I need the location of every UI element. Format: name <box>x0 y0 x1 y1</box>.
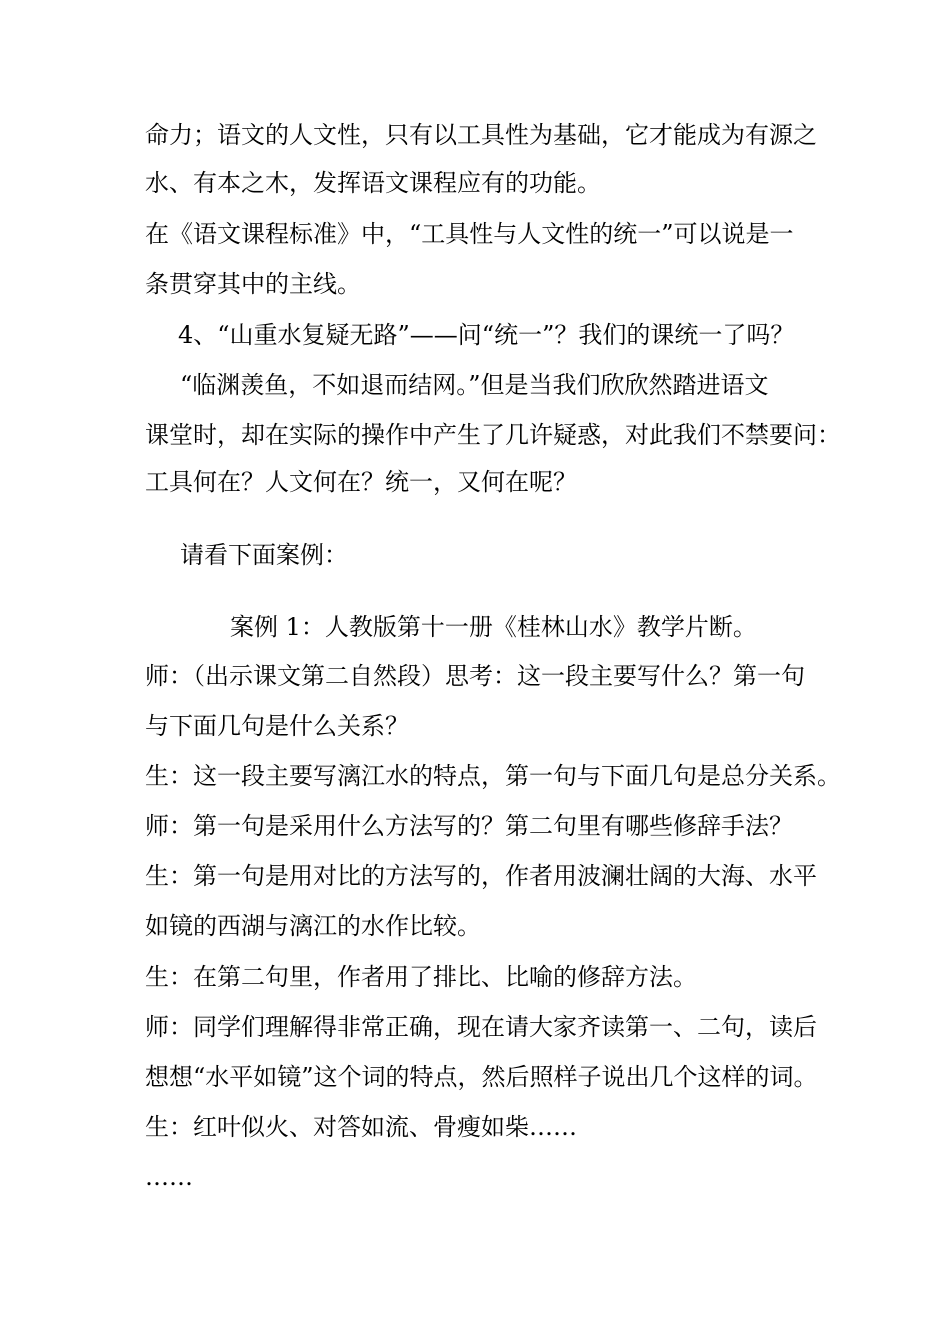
paragraph-line: 工具何在？人文何在？统一，又何在呢？ <box>145 468 577 496</box>
paragraph-line: 水、有本之木，发挥语文课程应有的功能。 <box>145 169 601 197</box>
dialogue-line: 师：第一句是采用什么方法写的？第二句里有哪些修辞手法？ <box>145 812 793 840</box>
dialogue-line: 生：在第二句里，作者用了排比、比喻的修辞方法。 <box>145 963 697 991</box>
paragraph-line: 请看下面案例： <box>180 541 348 569</box>
dialogue-line: 如镜的西湖与漓江的水作比较。 <box>145 912 481 940</box>
dialogue-line: 师：（出示课文第二自然段）思考：这一段主要写什么？第一句 <box>145 662 805 690</box>
dialogue-line: 想想“水平如镜”这个词的特点，然后照样子说出几个这样的词。 <box>145 1063 818 1091</box>
dialogue-line: 生：红叶似火、对答如流、骨瘦如柴…… <box>145 1113 577 1141</box>
dialogue-line: 与下面几句是什么关系？ <box>145 712 409 740</box>
paragraph-line: 条贯穿其中的主线。 <box>145 270 361 298</box>
ellipsis-line: …… <box>145 1163 193 1191</box>
paragraph-line: “临渊羡鱼，不如退而结网。”但是当我们欣欣然踏进语文 <box>180 371 769 399</box>
case-title: 案例 1：人教版第十一册《桂林山水》教学片断。 <box>230 613 757 641</box>
paragraph-line: 命力；语文的人文性，只有以工具性为基础，它才能成为有源之 <box>145 121 817 149</box>
dialogue-line: 生：第一句是用对比的方法写的，作者用波澜壮阔的大海、水平 <box>145 862 817 890</box>
dialogue-line: 生：这一段主要写漓江水的特点，第一句与下面几句是总分关系。 <box>145 762 841 790</box>
section-heading: 4、“山重水复疑无路”——问“统一”？我们的课统一了吗？ <box>178 321 795 349</box>
paragraph-line: 在《语文课程标准》中，“工具性与人文性的统一”可以说是一 <box>145 220 794 248</box>
paragraph-line: 课堂时，却在实际的操作中产生了几许疑惑，对此我们不禁要问： <box>145 421 841 449</box>
dialogue-line: 师：同学们理解得非常正确，现在请大家齐读第一、二句，读后 <box>145 1013 817 1041</box>
